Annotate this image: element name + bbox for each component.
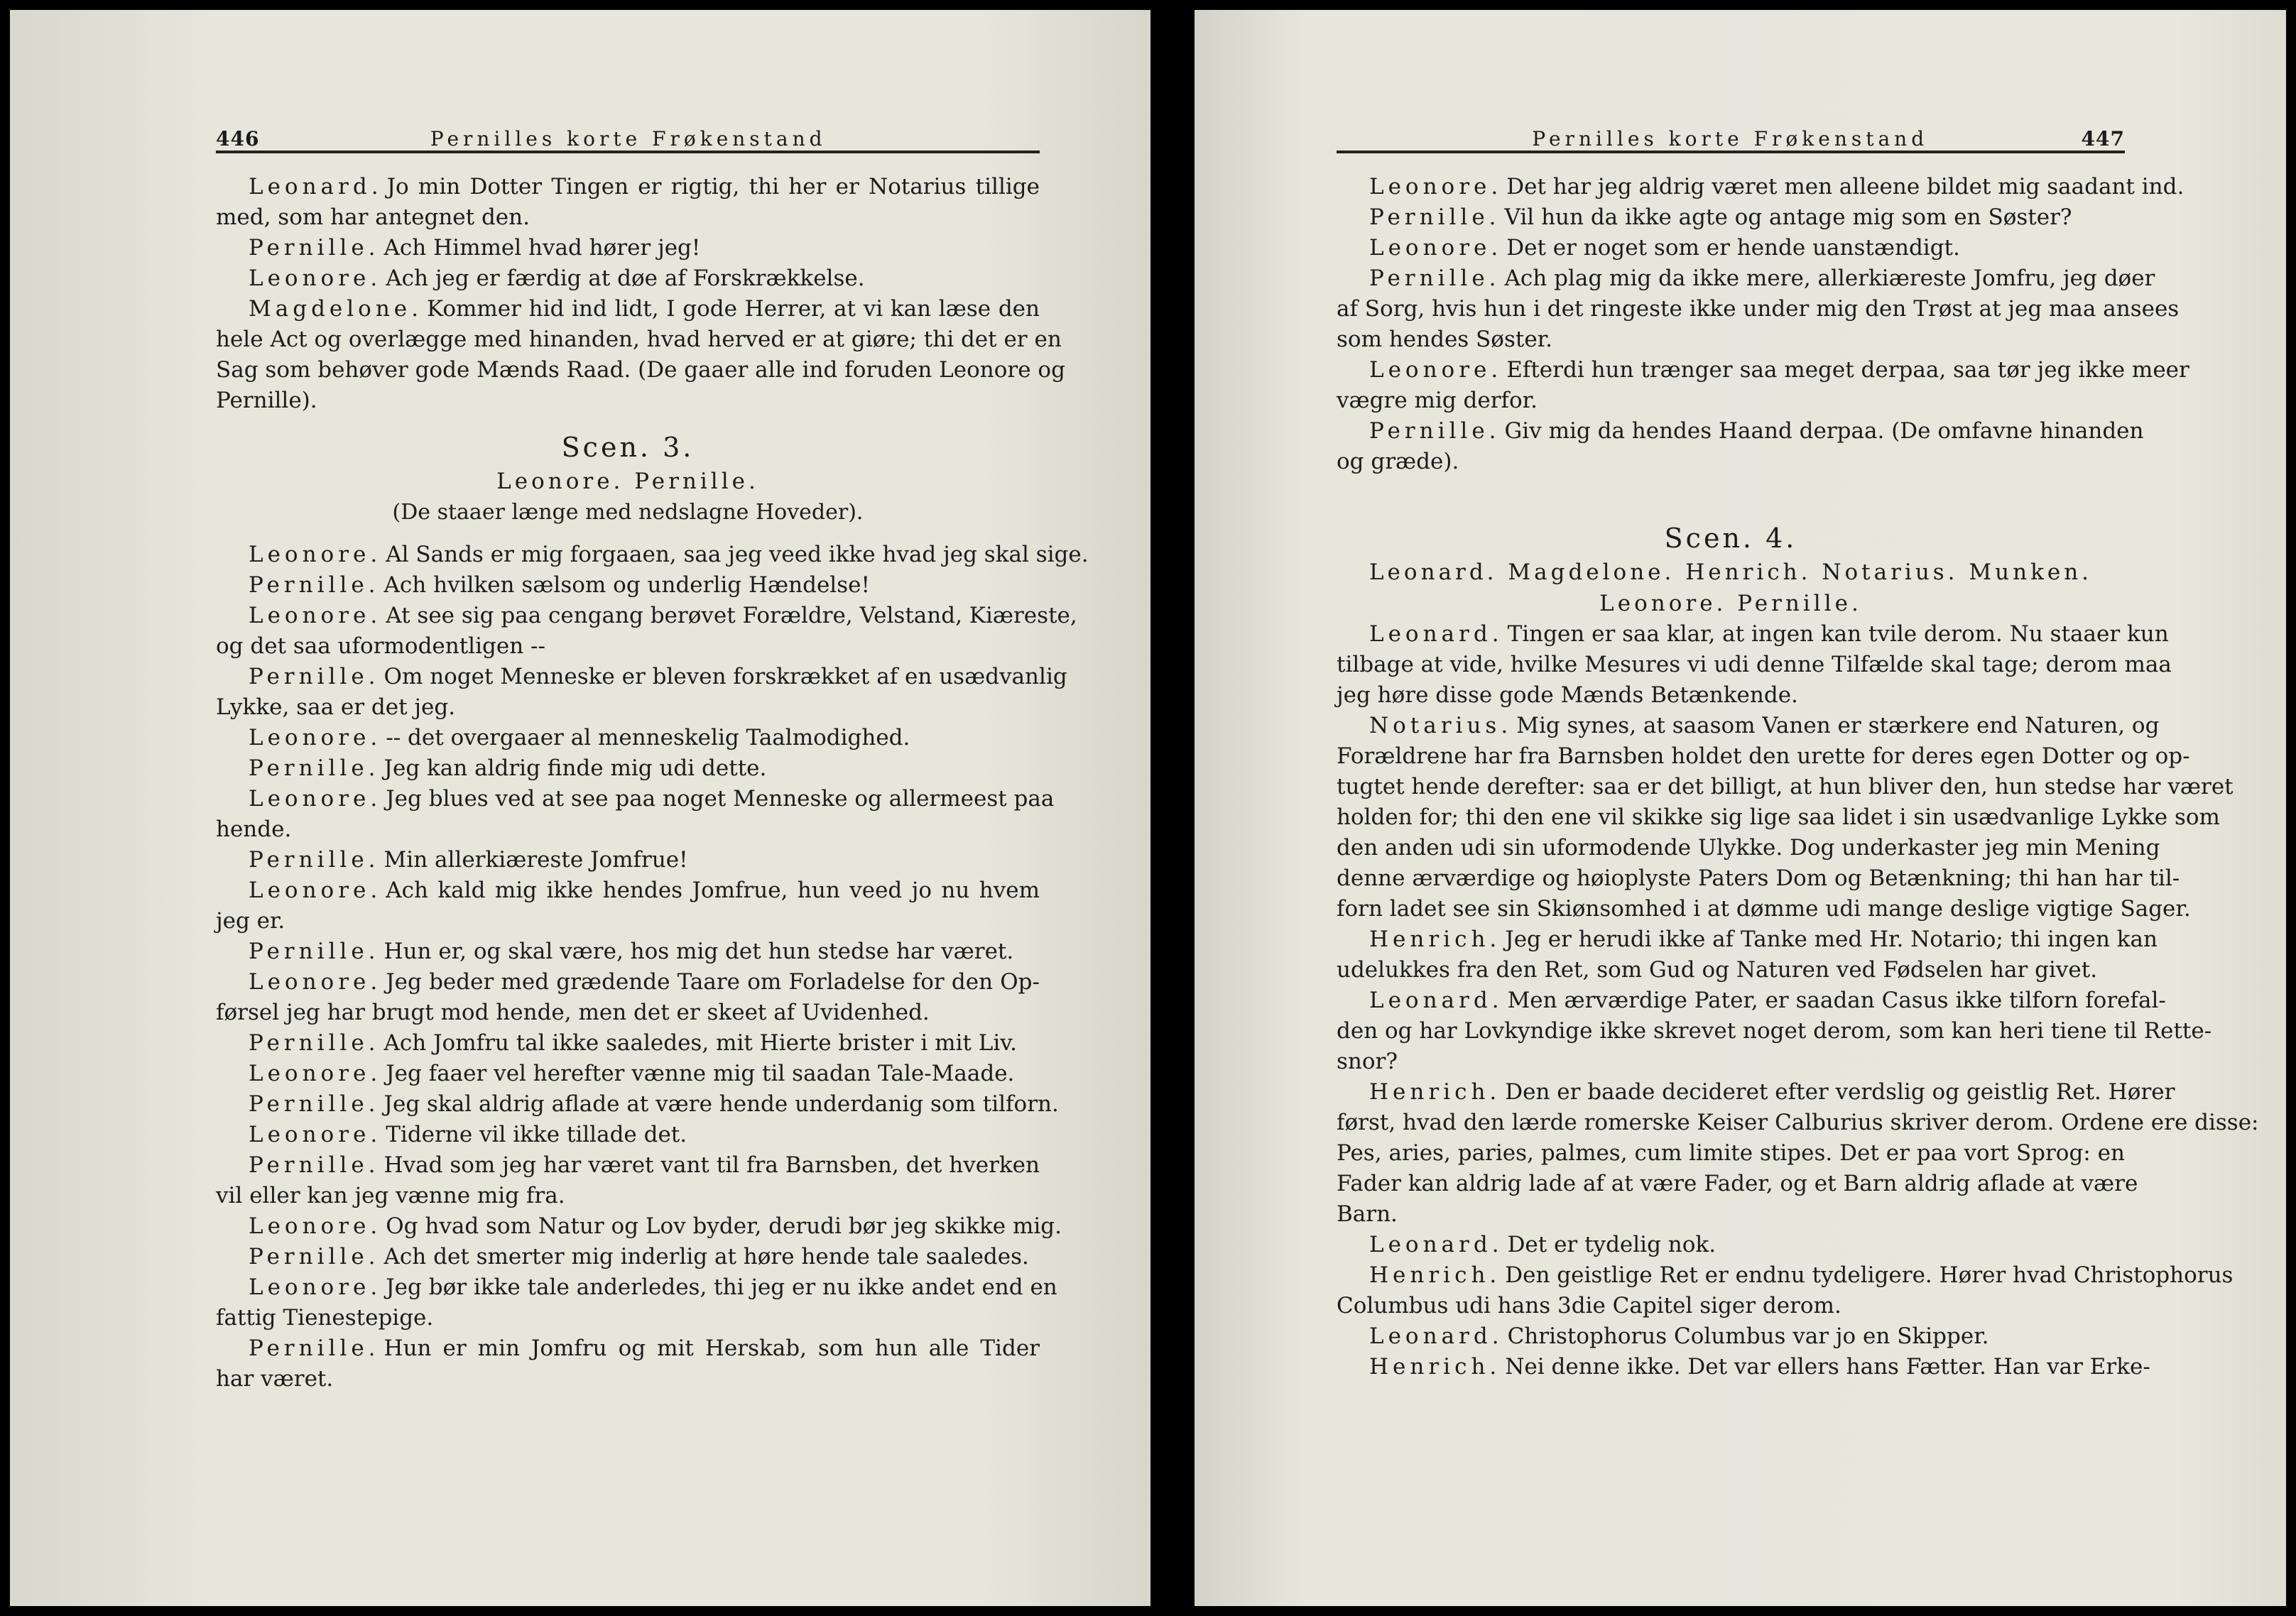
- right-running-header: [1337, 116, 2125, 153]
- line-text: Jeg bør ikke tale anderledes, thi jeg er nu ikke andet end en: [386, 1274, 1057, 1300]
- text-line: [1337, 863, 2180, 894]
- text-line: [1337, 172, 2185, 202]
- text-line: [216, 202, 1040, 233]
- right-dialogue-block-2: [1337, 619, 2259, 1382]
- speaker-name: Henrich.: [1369, 1079, 1501, 1105]
- line-text: Vil hun da ikke agte og antage mig som en Søster?: [1504, 204, 2072, 230]
- speaker-name: Leonore.: [249, 786, 382, 812]
- line-text: Columbus udi hans 3die Capitel siger derom.: [1337, 1293, 1841, 1319]
- line-text: At see sig paa cengang berøvet Forældre, Velstand, Kiæreste,: [386, 603, 1077, 628]
- text-line: [216, 1333, 1040, 1364]
- speaker-name: Pernille.: [1369, 204, 1501, 230]
- line-text: først, hvad den lærde romerske Keiser Calburius skriver derom. Ordene ere disse:: [1337, 1110, 2259, 1135]
- text-line: [1337, 680, 2125, 711]
- text-line: [216, 1272, 1057, 1303]
- text-line: [216, 386, 1040, 416]
- line-text: Ach kald mig ikke hendes Jomfrue, hun veed jo nu hvem: [386, 878, 1040, 903]
- text-line: [216, 1242, 1040, 1272]
- line-text: Efterdi hun trænger saa meget derpaa, saa tør jeg ikke meer: [1506, 357, 2189, 383]
- speaker-name: Leonore.: [249, 725, 382, 750]
- text-line: [1337, 924, 2158, 955]
- text-line: [216, 814, 1040, 845]
- line-text: Jeg blues ved at see paa noget Menneske og allermeest paa: [386, 786, 1055, 812]
- line-text: Det er tydelig nok.: [1507, 1232, 1716, 1257]
- running-title-right: Pernilles korte Frøkenstand: [1532, 127, 1929, 151]
- text-line: [216, 662, 1067, 692]
- line-text: holden for; thi den ene vil skikke sig lige saa lidet i sin usædvanlige Lykke som: [1337, 804, 2220, 830]
- text-line: [1337, 1077, 2175, 1108]
- text-line: [216, 875, 1040, 906]
- speaker-name: Leonore.: [249, 1213, 382, 1239]
- line-text: Kommer hid ind lidt, I gode Herrer, at vi kan læse den: [427, 296, 1040, 322]
- text-line: [1337, 294, 2180, 324]
- text-line: [216, 172, 1040, 202]
- text-line: [1337, 955, 2125, 986]
- line-text: som hendes Søster.: [1337, 327, 1552, 352]
- text-line: [216, 937, 1040, 967]
- text-line: [1337, 1016, 2212, 1047]
- scene-cast: Leonard. Magdelone. Henrich. Notarius. Munken.: [1369, 559, 2093, 585]
- line-text: tilbage at vide, hvilke Mesures vi udi denne Tilfælde skal tage; derom maa: [1337, 652, 2172, 677]
- text-line: [216, 1181, 1040, 1211]
- left-page: [10, 10, 1150, 1606]
- text-line: [1337, 650, 2172, 680]
- text-line: [216, 1059, 1040, 1089]
- text-line: [216, 1028, 1040, 1059]
- line-text: Om noget Menneske er bleven forskrækket af en usædvanlig: [383, 664, 1067, 689]
- line-text: Hvad som jeg har været vant til fra Barnsben, det hverken: [383, 1152, 1040, 1178]
- line-text: Ach plag mig da ikke mere, allerkiæreste Jomfru, jeg døer: [1504, 266, 2155, 291]
- right-page: [1195, 10, 2286, 1606]
- speaker-name: Leonore.: [249, 542, 382, 567]
- text-line: [216, 233, 1040, 263]
- line-text: Hun er, og skal være, hos mig det hun stedse har været.: [383, 939, 1014, 964]
- line-text: Pes, aries, paries, palmes, cum limite stipes. Det er paa vort Sprog: en: [1337, 1140, 2125, 1166]
- speaker-name: Pernille.: [249, 1244, 380, 1270]
- line-text: Men ærværdige Pater, er saadan Casus ikke tilforn forefal-: [1507, 988, 2166, 1013]
- speaker-name: Pernille.: [249, 235, 380, 261]
- speaker-name: Henrich.: [1369, 1354, 1501, 1380]
- left-dialogue-block-1: [216, 172, 1065, 416]
- line-text: Den er baade decideret efter verdslig og geistlig Ret. Hører: [1505, 1079, 2175, 1105]
- speaker-name: Henrich.: [1369, 1262, 1501, 1288]
- line-text: og det saa uformodentligen --: [216, 633, 545, 659]
- speaker-name: Pernille.: [249, 1030, 380, 1056]
- left-running-header: [216, 116, 1040, 153]
- text-line: [1337, 233, 2125, 263]
- speaker-name: Pernille.: [249, 1152, 380, 1178]
- text-line: [1337, 1260, 2234, 1291]
- line-text: Al Sands er mig forgaaen, saa jeg veed ikke hvad jeg skal sige.: [386, 542, 1089, 567]
- left-dialogue-block-2: [216, 540, 1089, 1394]
- text-line: [1337, 772, 2234, 802]
- line-text: Nei denne ikke. Det var ellers hans Fætter. Han var Erke-: [1505, 1354, 2150, 1380]
- speaker-name: Henrich.: [1369, 927, 1501, 952]
- right-page-content: [1337, 116, 2259, 1382]
- text-line: [1337, 1291, 2125, 1321]
- text-line: [1337, 202, 2125, 233]
- line-text: førsel jeg har brugt mod hende, men det er skeet af Uvidenhed.: [216, 1000, 930, 1025]
- line-text: Forældrene har fra Barnsben holdet den urette for deres egen Dotter og op-: [1337, 743, 2190, 769]
- line-text: af Sorg, hvis hun i det ringeste ikke under mig den Trøst at jeg maa ansees: [1337, 296, 2180, 322]
- line-text: Jeg kan aldrig finde mig udi dette.: [383, 755, 767, 781]
- text-line: [216, 1120, 1040, 1150]
- line-text: -- det overgaaer al menneskelig Taalmodighed.: [386, 725, 910, 750]
- line-text: Min allerkiæreste Jomfrue!: [383, 847, 688, 873]
- line-text: Giv mig da hendes Haand derpaa. (De omfavne hinanden: [1504, 418, 2144, 444]
- running-title-left: Pernilles korte Frøkenstand: [430, 127, 827, 151]
- speaker-name: Pernille.: [249, 755, 380, 781]
- line-text: Ach jeg er færdig at døe af Forskrækkelse.: [386, 266, 865, 291]
- speaker-name: Leonore.: [1369, 357, 1503, 383]
- text-line: [216, 723, 1040, 753]
- text-line: [216, 263, 1040, 294]
- speaker-name: Leonard.: [249, 174, 383, 200]
- line-text: Jeg er herudi ikke af Tanke med Hr. Notario; thi ingen kan: [1505, 927, 2158, 952]
- speaker-name: Leonore.: [249, 603, 382, 628]
- line-text: Den geistlige Ret er endnu tydeligere. Hører hvad Christophorus: [1505, 1262, 2234, 1288]
- speaker-name: Leonard.: [1369, 1232, 1503, 1257]
- speaker-name: Leonore.: [249, 266, 382, 291]
- page-number-left: 446: [216, 127, 260, 151]
- text-line: [216, 1089, 1059, 1120]
- speaker-name: Pernille.: [249, 847, 380, 873]
- line-text: jeg høre disse gode Mænds Betænkende.: [1337, 682, 1798, 708]
- line-text: Barn.: [1337, 1201, 1398, 1227]
- line-text: fattig Tienestepige.: [216, 1305, 434, 1331]
- text-line: [1337, 1199, 2125, 1230]
- text-line: [1337, 894, 2191, 924]
- line-text: Jeg skal aldrig aflade at være hende underdanig som tilforn.: [383, 1091, 1059, 1117]
- text-line: [216, 998, 1040, 1028]
- speaker-name: Leonore.: [249, 969, 382, 995]
- line-text: med, som har antegnet den.: [216, 204, 530, 230]
- text-line: [1337, 1352, 2150, 1382]
- scene-cast: Leonore. Pernille.: [496, 469, 759, 494]
- text-line: [1337, 416, 2144, 447]
- speaker-name: Leonard.: [1369, 1323, 1503, 1349]
- text-line: [1337, 1169, 2138, 1199]
- text-line: [1337, 833, 2160, 863]
- speaker-name: Leonore.: [249, 1122, 382, 1147]
- line-text: Tingen er saa klar, at ingen kan tvile derom. Nu staaer kun: [1507, 621, 2169, 647]
- text-line: [1337, 324, 2125, 355]
- speaker-name: Magdelone.: [249, 296, 423, 322]
- text-line: [1337, 802, 2220, 833]
- speaker-name: Pernille.: [249, 1091, 380, 1117]
- text-line: [216, 601, 1077, 631]
- line-text: Ach det smerter mig inderlig at høre hende tale saaledes.: [383, 1244, 1029, 1270]
- speaker-name: Pernille.: [249, 572, 380, 598]
- text-line: [216, 355, 1065, 386]
- text-line: [1337, 355, 2189, 386]
- line-text: forn ladet see sin Skiønsomhed i at dømme udi mange deslige vigtige Sager.: [1337, 896, 2191, 922]
- text-line: [216, 570, 1040, 601]
- speaker-name: Leonore.: [249, 1274, 382, 1300]
- scene-cast: Leonore. Pernille.: [1599, 591, 1862, 616]
- text-line: [216, 753, 1040, 784]
- line-text: Tiderne vil ikke tillade det.: [386, 1122, 687, 1147]
- text-line: [216, 784, 1055, 814]
- text-line: [216, 540, 1089, 570]
- stage-direction: (De staaer længe med nedslagne Hoveder).: [392, 500, 864, 525]
- line-text: udelukkes fra den Ret, som Gud og Naturen ved Fødselen har givet.: [1337, 957, 2098, 983]
- speaker-name: Leonore.: [249, 878, 382, 903]
- page-number-right: 447: [2081, 127, 2125, 151]
- text-line: [1337, 986, 2166, 1016]
- left-page-content: [216, 116, 1089, 1394]
- scene-title: Scen. 3.: [561, 432, 695, 463]
- speaker-name: Leonard.: [1369, 621, 1503, 647]
- line-text: Ach Himmel hvad hører jeg!: [383, 235, 701, 261]
- line-text: denne ærværdige og høioplyste Paters Dom og Betænkning; thi han har til-: [1337, 866, 2180, 891]
- line-text: Jo min Dotter Tingen er rigtig, thi her er Notarius tillige: [386, 174, 1040, 200]
- text-line: [1337, 619, 2169, 650]
- text-line: [1337, 1321, 2125, 1352]
- text-line: [216, 1211, 1062, 1242]
- speaker-name: Pernille.: [1369, 418, 1501, 444]
- line-text: den anden udi sin uformodende Ulykke. Dog underkaster jeg min Mening: [1337, 835, 2160, 861]
- line-text: vægre mig derfor.: [1337, 388, 1538, 413]
- text-line: [1337, 711, 2160, 741]
- text-line: [1337, 1108, 2259, 1138]
- text-line: [1337, 1138, 2125, 1169]
- scene-title: Scen. 4.: [1664, 523, 1797, 554]
- line-text: Og hvad som Natur og Lov byder, derudi bør jeg skikke mig.: [386, 1213, 1062, 1239]
- speaker-name: Pernille.: [1369, 266, 1501, 291]
- line-text: Christophorus Columbus var jo en Skipper.: [1507, 1323, 1989, 1349]
- text-line: [216, 906, 1040, 937]
- line-text: og græde).: [1337, 449, 1459, 474]
- line-text: har været.: [216, 1366, 334, 1392]
- text-line: [1337, 386, 2125, 416]
- text-line: [216, 1150, 1040, 1181]
- line-text: Det har jeg aldrig været men alleene bildet mig saadant ind.: [1506, 174, 2185, 200]
- speaker-name: Pernille.: [249, 664, 380, 689]
- line-text: Fader kan aldrig lade af at være Fader, og et Barn aldrig aflade at være: [1337, 1171, 2138, 1196]
- line-text: Sag som behøver gode Mænds Raad. (De gaaer alle ind foruden Leonore og: [216, 357, 1065, 383]
- line-text: Jeg faaer vel herefter vænne mig til saadan Tale-Maade.: [386, 1061, 1015, 1086]
- line-text: Pernille).: [216, 388, 317, 413]
- right-dialogue-block-1: [1337, 172, 2189, 477]
- line-text: vil eller kan jeg vænne mig fra.: [216, 1183, 565, 1208]
- speaker-name: Leonore.: [1369, 174, 1503, 200]
- text-line: [216, 1303, 1040, 1333]
- speaker-name: Leonore.: [1369, 235, 1503, 261]
- line-text: snor?: [1337, 1049, 1398, 1074]
- line-text: Jeg beder med grædende Taare om Forladelse for den Op-: [386, 969, 1040, 995]
- text-line: [216, 692, 1040, 723]
- text-line: [1337, 741, 2190, 772]
- line-text: Lykke, saa er det jeg.: [216, 694, 456, 720]
- line-text: Ach Jomfru tal ikke saaledes, mit Hierte brister i mit Liv.: [383, 1030, 1017, 1056]
- speaker-name: Leonore.: [249, 1061, 382, 1086]
- line-text: Ach hvilken sælsom og underlig Hændelse!: [383, 572, 870, 598]
- speaker-name: Pernille.: [249, 1336, 380, 1361]
- text-line: [1337, 263, 2155, 294]
- text-line: [216, 845, 1040, 875]
- line-text: den og har Lovkyndige ikke skrevet noget derom, som kan heri tiene til Rette-: [1337, 1018, 2212, 1044]
- text-line: [1337, 1047, 2125, 1077]
- line-text: Det er noget som er hende uanstændigt.: [1506, 235, 1960, 261]
- line-text: hele Act og overlægge med hinanden, hvad herved er at giøre; thi det er en: [216, 327, 1062, 352]
- speaker-name: Leonard.: [1369, 988, 1503, 1013]
- text-line: [216, 324, 1062, 355]
- speaker-name: Pernille.: [249, 939, 380, 964]
- speaker-name: Notarius.: [1369, 713, 1513, 738]
- line-text: tugtet hende derefter: saa er det billigt, at hun bliver den, hun stedse har været: [1337, 774, 2234, 799]
- line-text: jeg er.: [216, 908, 285, 934]
- line-text: hende.: [216, 817, 292, 842]
- text-line: [216, 967, 1040, 998]
- line-text: Hun er min Jomfru og mit Herskab, som hun alle Tider: [383, 1336, 1040, 1361]
- text-line: [216, 294, 1040, 324]
- line-text: Mig synes, at saasom Vanen er stærkere end Naturen, og: [1516, 713, 2160, 738]
- text-line: [1337, 447, 2125, 477]
- text-line: [216, 631, 1040, 662]
- text-line: [216, 1364, 1040, 1394]
- text-line: [1337, 1230, 2125, 1260]
